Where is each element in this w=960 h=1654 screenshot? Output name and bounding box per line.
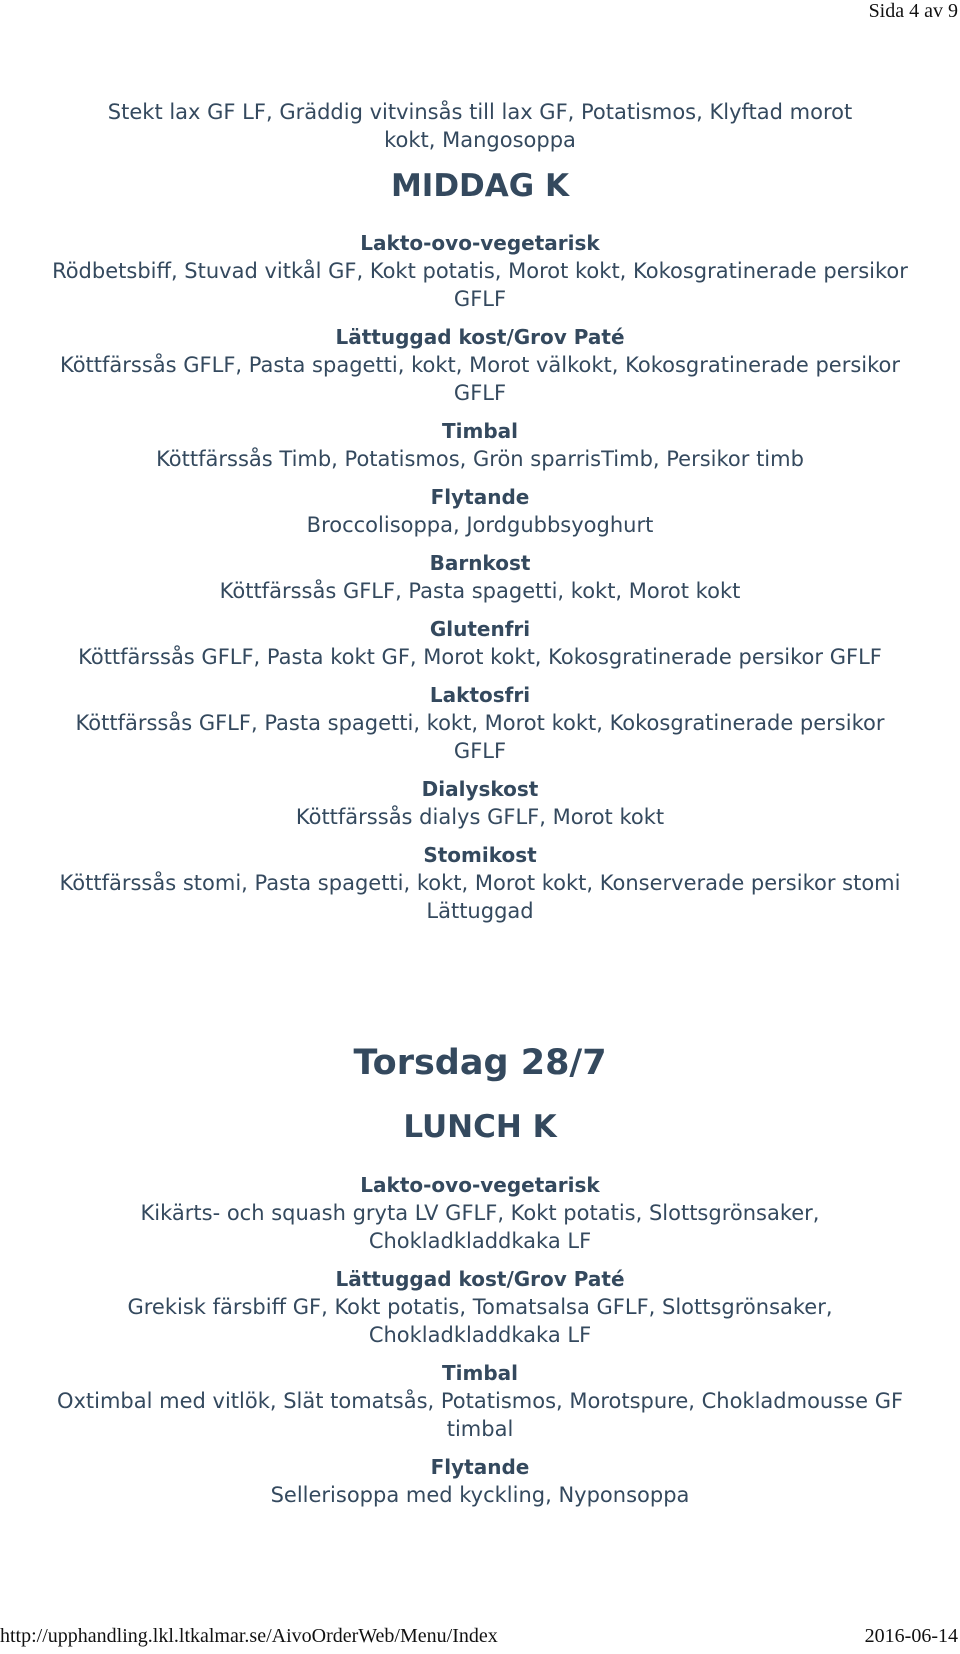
dish-list: Köttfärssås GFLF, Pasta kokt GF, Morot kokt, Kokosgratinerade persikor GFLF [78,645,882,669]
diet-label: Timbal [441,419,518,443]
dish-list: Sellerisoppa med kyckling, Nyponsoppa [270,1483,690,1507]
dish-list: Grekisk färsbiff GF, Kokt potatis, Tomatsalsa GFLF, Slottsgrönsaker, Chokladkladdkaka LF [127,1295,833,1347]
lunch-heading: LUNCH K [403,1109,557,1145]
dish-list: Köttfärssås stomi, Pasta spagetti, kokt, Morot kokt, Konserverade persikor stomi Lättuggad [59,871,901,923]
dish-list: Köttfärssås dialys GFLF, Morot kokt [295,805,665,829]
lunch-section-heading-wrap [40,1107,920,1147]
diet-label: Lakto-ovo-vegetarisk [360,231,600,255]
menu-group-dialyskost [40,775,920,831]
dish-list: Broccolisoppa, Jordgubbsyoghurt [306,513,654,537]
menu-group-stomikost [40,841,920,925]
menu-group-flytande [40,483,920,539]
menu-group-laktosfri [40,681,920,765]
previous-meal-text: Stekt lax GF LF, Gräddig vitvinsås till lax GF, Potatismos, Klyftad morot kokt, Mangosoppa [107,100,853,152]
dish-list: Köttfärssås GFLF, Pasta spagetti, kokt, Morot kokt [219,579,741,603]
footer-date: 2016-06-14 [864,1625,958,1647]
dinner-section-heading-wrap [40,166,920,206]
dish-list: Oxtimbal med vitlök, Slät tomatsås, Potatismos, Morotspure, Chokladmousse GF timbal [56,1389,904,1441]
dinner-heading: MIDDAG K [390,168,570,204]
day-heading-wrap [40,1040,920,1086]
dish-list: Köttfärssås GFLF, Pasta spagetti, kokt, Morot kokt, Kokosgratinerade persikor GFLF [75,711,885,763]
dinner-menu [40,229,920,925]
diet-label: Stomikost [423,843,537,867]
diet-label: Lättuggad kost/Grov Paté [335,1267,625,1291]
diet-label: Lakto-ovo-vegetarisk [360,1173,600,1197]
diet-label: Flytande [430,485,530,509]
menu-group-lakto-ovo-vegetarisk [40,1171,920,1255]
menu-group-timbal [40,1359,920,1443]
menu-group-timbal [40,417,920,473]
print-footer [0,1625,960,1653]
page-number: Sida 4 av 9 [868,0,958,22]
diet-label: Laktosfri [429,683,531,707]
lunch-menu [40,1171,920,1509]
menu-group-flytande [40,1453,920,1509]
diet-label: Barnkost [429,551,531,575]
menu-group-barnkost [40,549,920,605]
menu-group-lattuggad-kost [40,323,920,407]
dish-list: Köttfärssås Timb, Potatismos, Grön sparrisTimb, Persikor timb [156,447,804,471]
menu-group-lattuggad-kost [40,1265,920,1349]
menu-group-glutenfri [40,615,920,671]
day-heading: Torsdag 28/7 [353,1043,607,1083]
footer-url: http://upphandling.lkl.ltkalmar.se/AivoOrderWeb/Menu/Index [0,1625,498,1647]
previous-meal-text-block [40,98,920,154]
diet-label: Timbal [441,1361,518,1385]
diet-label: Glutenfri [429,617,531,641]
diet-label: Flytande [430,1455,530,1479]
dish-list: Köttfärssås GFLF, Pasta spagetti, kokt, Morot välkokt, Kokosgratinerade persikor GFLF [59,353,901,405]
diet-label: Dialyskost [421,777,539,801]
menu-group-lakto-ovo-vegetarisk [40,229,920,313]
diet-label: Lättuggad kost/Grov Paté [335,325,625,349]
dish-list: Kikärts- och squash gryta LV GFLF, Kokt potatis, Slottsgrönsaker, Chokladkladdkaka LF [140,1201,820,1253]
dish-list: Rödbetsbiff, Stuvad vitkål GF, Kokt potatis, Morot kokt, Kokosgratinerade persikor GFLF [52,259,908,311]
